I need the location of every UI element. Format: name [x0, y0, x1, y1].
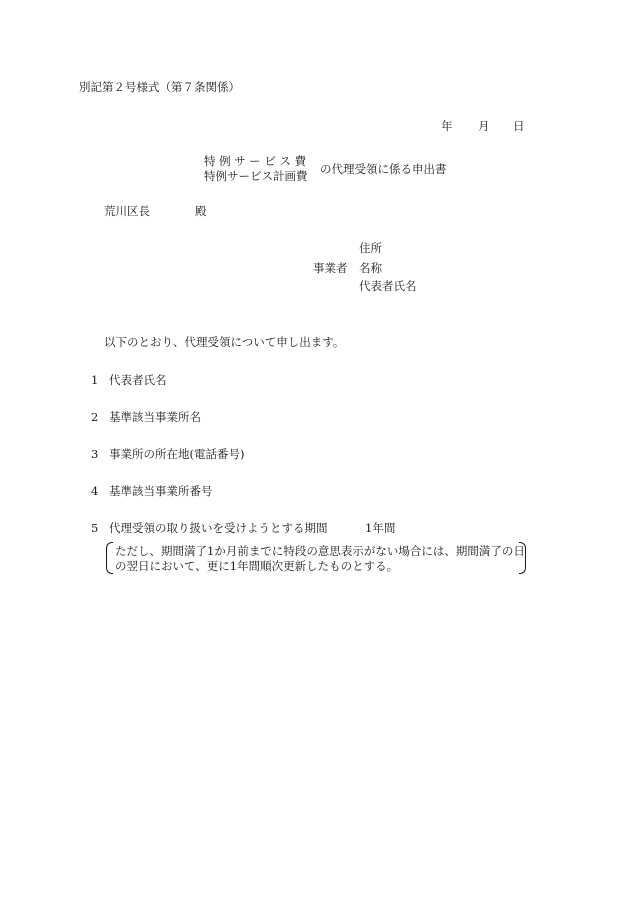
- note-line-1: ただし、期間満了1か月前までに特段の意思表示がない場合には、期間満了の日: [115, 544, 525, 558]
- business-representative-label: 代表者氏名: [359, 279, 417, 293]
- addressee-name: 荒川区長: [104, 204, 150, 218]
- business-label: 事業者: [313, 261, 348, 275]
- date-day-label: 日: [513, 119, 525, 133]
- list-item: [91, 449, 244, 461]
- item-number: 1: [91, 373, 99, 387]
- addressee-honorific: 殿: [195, 204, 207, 218]
- item-label: 代理受領の取り扱いを受けようとする期間: [109, 521, 328, 535]
- period-value: 1年間: [365, 521, 396, 535]
- business-address-label: 住所: [359, 241, 382, 255]
- item-number: 2: [91, 410, 99, 424]
- item-label: 事業所の所在地(電話番号): [109, 447, 245, 461]
- list-item: [91, 412, 201, 424]
- item-label: 代表者氏名: [109, 373, 167, 387]
- item-label: 基準該当事業所番号: [109, 484, 213, 498]
- item-label: 基準該当事業所名: [109, 410, 201, 424]
- form-number: 別記第２号様式（第７条関係）: [79, 80, 240, 94]
- note-box: [106, 542, 526, 574]
- title-service-option-1: 特例サービス費: [204, 154, 310, 168]
- date-month-label: 月: [478, 119, 490, 133]
- list-item: [91, 523, 328, 535]
- date-year-label: 年: [441, 119, 453, 133]
- business-name-label: 名称: [359, 261, 382, 275]
- list-item: [91, 375, 167, 387]
- item-number: 4: [91, 484, 99, 498]
- right-bracket: [519, 542, 526, 574]
- intro-text: 以下のとおり、代理受領について申し出ます。: [104, 335, 345, 349]
- list-item: [91, 486, 213, 498]
- left-bracket: [106, 542, 113, 574]
- item-number: 3: [91, 447, 99, 461]
- item-number: 5: [91, 521, 99, 535]
- note-line-2: の翌日において、更に1年間順次更新したものとする。: [115, 559, 399, 573]
- title-service-option-2: 特例サービス計画費: [204, 169, 308, 183]
- document-title-suffix: の代理受領に係る申出書: [320, 162, 447, 176]
